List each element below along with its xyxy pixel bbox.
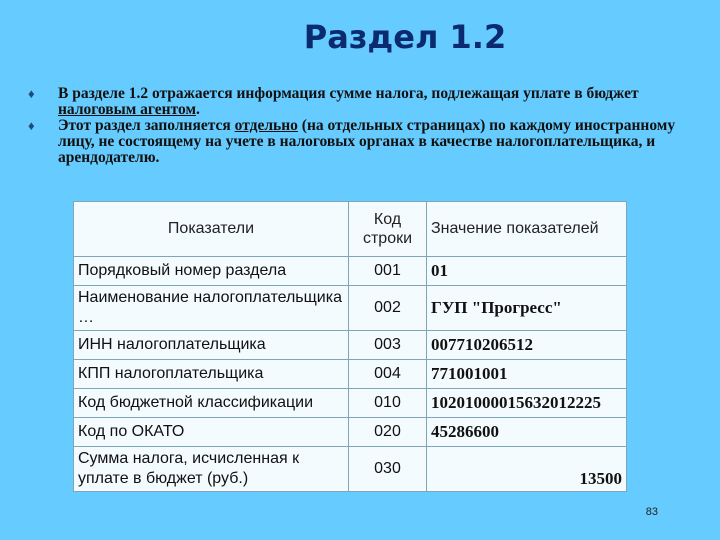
diamond-bullet-icon: ♦ bbox=[28, 86, 35, 101]
row-label: КПП налогоплательщика bbox=[74, 360, 349, 389]
table-header-row bbox=[74, 202, 627, 257]
indicators-table bbox=[73, 201, 627, 492]
bullet-text: Этот раздел заполняется bbox=[58, 117, 235, 134]
table-row bbox=[74, 418, 627, 447]
page-number: 83 bbox=[645, 506, 658, 518]
row-value: ГУП "Прогресс" bbox=[427, 286, 627, 331]
bullet-item-2 bbox=[24, 118, 700, 166]
row-code: 002 bbox=[349, 286, 427, 331]
row-code: 030 bbox=[349, 447, 427, 492]
row-label: Наименование налогоплательщика … bbox=[74, 286, 349, 331]
row-label: Порядковый номер раздела bbox=[74, 257, 349, 286]
row-label: Код по ОКАТО bbox=[74, 418, 349, 447]
bullet-text: В разделе 1.2 отражается информация сумме налога, подлежащая уплате в бюджет bbox=[58, 85, 639, 102]
row-value: 13500 bbox=[427, 447, 627, 492]
bullet-item-1 bbox=[24, 86, 700, 118]
row-value: 007710206512 bbox=[427, 331, 627, 360]
row-label: Сумма налога, исчисленная к уплате в бюджет (руб.) bbox=[74, 447, 349, 492]
slide-title: Раздел 1.2 bbox=[303, 18, 507, 56]
table-row bbox=[74, 257, 627, 286]
header-values: Значение показателей bbox=[427, 202, 627, 257]
row-code: 004 bbox=[349, 360, 427, 389]
bullet-text-end: . bbox=[196, 101, 200, 118]
row-value: 45286600 bbox=[427, 418, 627, 447]
row-label: ИНН налогоплательщика bbox=[74, 331, 349, 360]
bullet-underlined-text: отдельно bbox=[234, 117, 298, 134]
table-row bbox=[74, 286, 627, 331]
row-code: 001 bbox=[349, 257, 427, 286]
row-code: 010 bbox=[349, 389, 427, 418]
row-value: 10201000015632012225 bbox=[427, 389, 627, 418]
diamond-bullet-icon: ♦ bbox=[28, 118, 35, 133]
table-row bbox=[74, 331, 627, 360]
row-value: 771001001 bbox=[427, 360, 627, 389]
table-row bbox=[74, 360, 627, 389]
bullet-list bbox=[24, 86, 700, 166]
row-code: 003 bbox=[349, 331, 427, 360]
table-row bbox=[74, 389, 627, 418]
bullet-underlined-text: налоговым агентом bbox=[58, 101, 197, 118]
bullet-text-end: (на отдельных страницах) по каждому иностранному лицу, не состоящему на учете в налоговых органах в качестве налогоплательщика, и арендодателю. bbox=[58, 117, 676, 166]
row-code: 020 bbox=[349, 418, 427, 447]
table-row bbox=[74, 447, 627, 492]
row-label: Код бюджетной классификации bbox=[74, 389, 349, 418]
header-indicators: Показатели bbox=[74, 202, 349, 257]
header-line-code: Код строки bbox=[349, 202, 427, 257]
row-value: 01 bbox=[427, 257, 627, 286]
